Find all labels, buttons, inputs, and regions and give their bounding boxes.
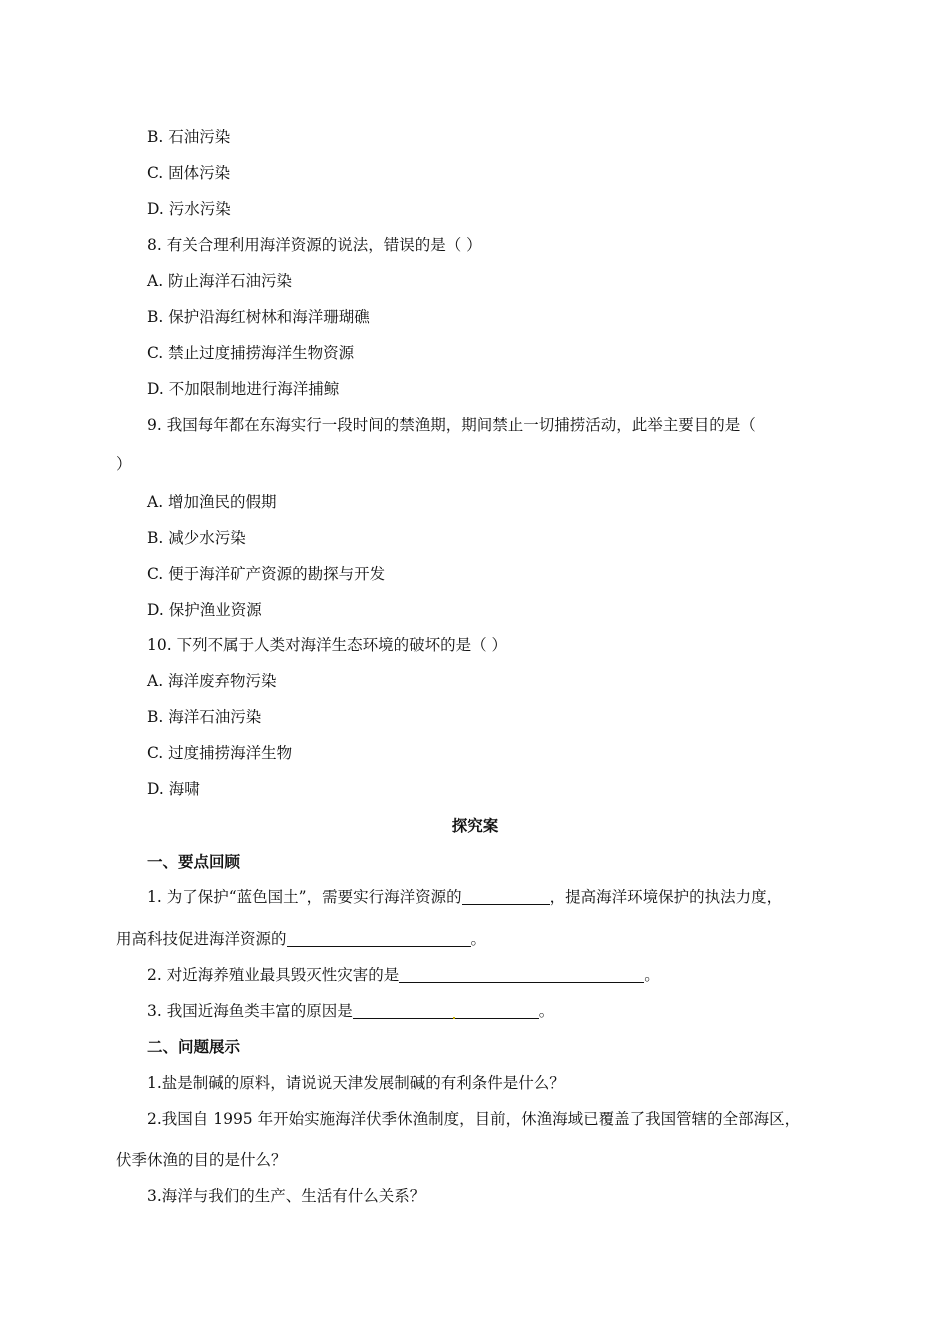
part2-heading: 二、问题展示 — [147, 1038, 241, 1056]
q10-option-c: C. 过度捕捞海洋生物 — [147, 744, 293, 762]
q9-stem-continued: ） — [116, 455, 132, 473]
q8-stem: 8. 有关合理利用海洋资源的说法，错误的是（ ） — [147, 236, 482, 254]
answer-blank — [287, 930, 471, 947]
q8-option-a: A. 防止海洋石油污染 — [147, 272, 293, 290]
review-item-1-text-c: 用高科技促进海洋资源的 — [116, 930, 287, 948]
review-item-2-text-b: 。 — [644, 966, 660, 984]
review-item-1 — [147, 887, 782, 907]
review-item-1-text-d: 。 — [470, 930, 487, 948]
review-item-3 — [147, 1001, 554, 1021]
q9-option-b: B. 减少水污染 — [147, 529, 246, 547]
review-item-1-text-b: ，提高海洋环境保护的执法力度， — [549, 888, 783, 906]
answer-blank — [399, 966, 644, 983]
problem-2-continued: 伏季休渔的目的是什么？ — [116, 1151, 287, 1169]
q10-option-a: A. 海洋废弃物污染 — [147, 672, 277, 690]
problem-2: 2.我国自 1995 年开始实施海洋伏季休渔制度，目前，休渔海域已覆盖了我国管辖的全部海区， — [147, 1110, 801, 1128]
review-item-1-continued — [116, 929, 486, 949]
q7-option-b: B. 石油污染 — [147, 128, 231, 146]
q10-option-d: D. 海啸 — [147, 780, 200, 798]
q9-option-c: C. 便于海洋矿产资源的勘探与开发 — [147, 565, 386, 583]
q8-option-c: C. 禁止过度捕捞海洋生物资源 — [147, 344, 355, 362]
answer-blank — [353, 1002, 453, 1019]
review-item-1-text-a: 1. 为了保护“蓝色国土”，需要实行海洋资源的 — [147, 888, 462, 906]
section-title: 探究案 — [451, 817, 499, 835]
review-item-3-text-a: 3. 我国近海鱼类丰富的原因是 — [147, 1002, 353, 1020]
q7-option-c: C. 固体污染 — [147, 164, 231, 182]
review-item-2 — [147, 965, 660, 985]
review-item-2-text-a: 2. 对近海养殖业最具毁灭性灾害的是 — [147, 966, 400, 984]
problem-1: 1.盐是制碱的原料，请说说天津发展制碱的有利条件是什么？ — [147, 1074, 565, 1092]
q10-option-b: B. 海洋石油污染 — [147, 708, 262, 726]
q10-stem: 10. 下列不属于人类对海洋生态环境的破坏的是（ ） — [147, 636, 508, 654]
answer-blank — [462, 888, 550, 905]
q9-option-d: D. 保护渔业资源 — [147, 601, 262, 619]
q8-option-d: D. 不加限制地进行海洋捕鲸 — [147, 380, 340, 398]
q7-option-d: D. 污水污染 — [147, 200, 231, 218]
q9-stem: 9. 我国每年都在东海实行一段时间的禁渔期，期间禁止一切捕捞活动，此举主要目的是（ — [147, 416, 756, 434]
part1-heading: 一、要点回顾 — [147, 853, 241, 871]
review-item-3-text-b: 。 — [538, 1002, 555, 1020]
q9-option-a: A. 增加渔民的假期 — [147, 493, 277, 511]
q8-option-b: B. 保护沿海红树林和海洋珊瑚礁 — [147, 308, 370, 326]
answer-blank — [455, 1002, 539, 1019]
problem-3: 3.海洋与我们的生产、生活有什么关系？ — [147, 1187, 426, 1205]
